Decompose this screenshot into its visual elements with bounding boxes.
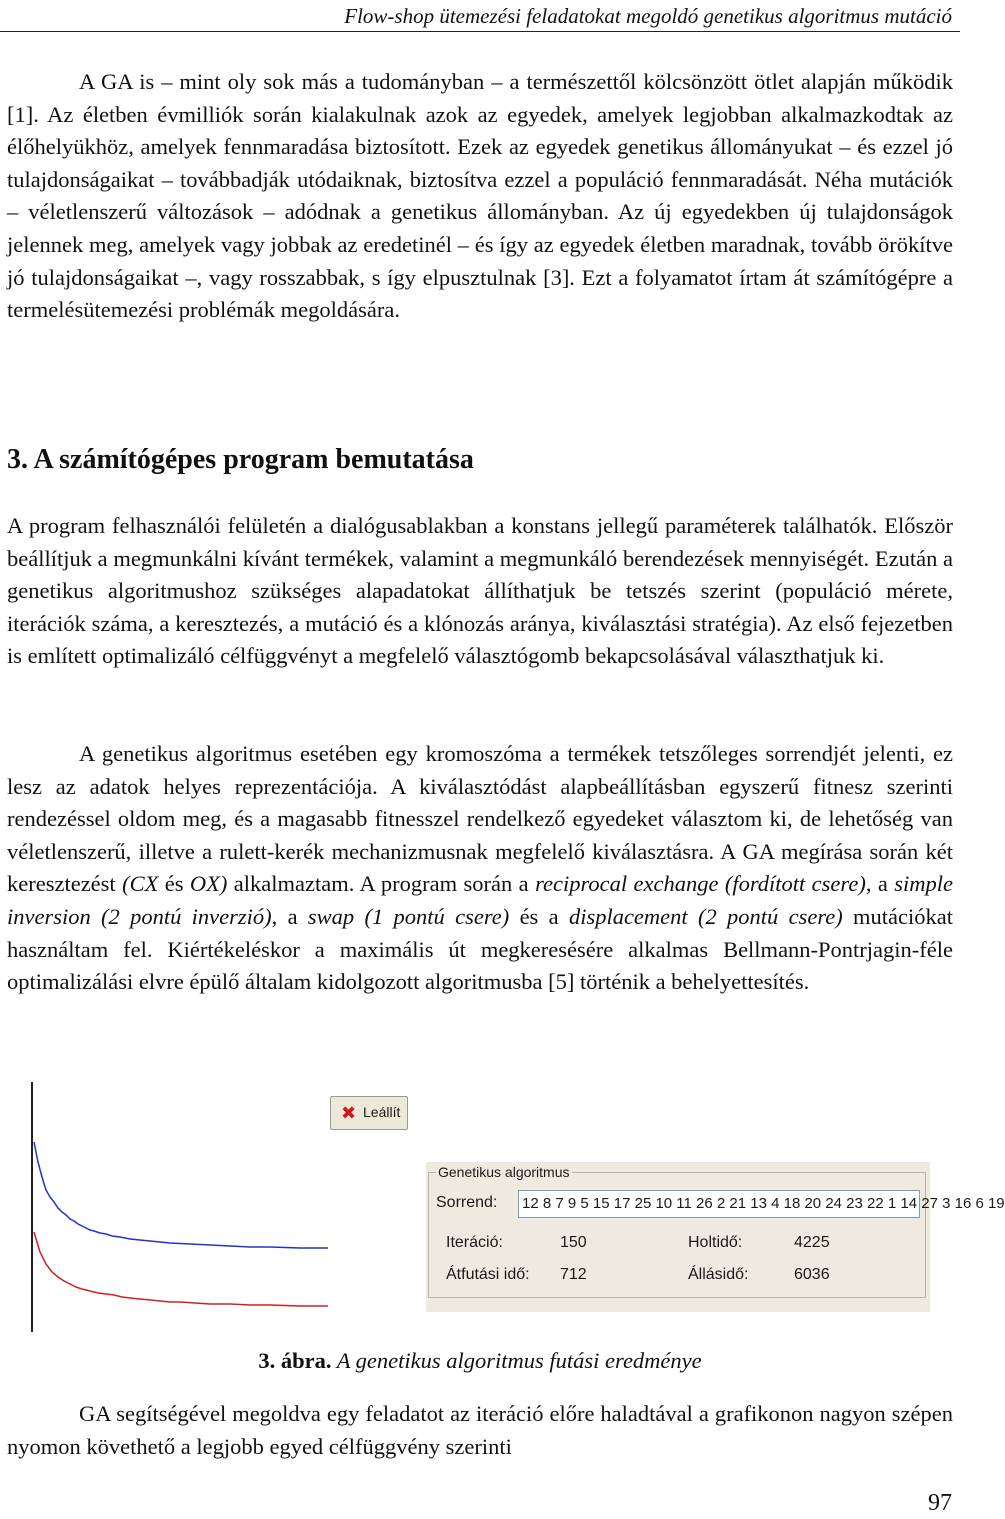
section-heading: 3. A számítógépes program bemutatása: [7, 444, 474, 475]
downtime-label: Állásidő:: [688, 1266, 749, 1283]
idle-time-value: 4225: [794, 1234, 830, 1251]
closing-paragraph: GA segítségével megoldva egy feladatot az iteráció előre haladtával a grafikonon nagyon szépen nyomon követhető a legjobb egyed célfüggvény szerinti: [7, 1401, 953, 1459]
figure-caption: [0, 1348, 960, 1374]
italic-run: displacement (2 pontú csere): [568, 903, 843, 929]
groupbox-title: Genetikus algoritmus: [438, 1164, 570, 1180]
figure-screenshot: [30, 1082, 1005, 1332]
downtime-value: 6036: [794, 1266, 830, 1283]
italic-run: simple inversion (2 pontú inverzió): [7, 871, 953, 929]
idle-time-label: Holtidő:: [688, 1234, 743, 1251]
text-run: és: [158, 871, 190, 897]
intro-paragraph: A GA is – mint oly sok más a tudományban – a természettől kölcsönzött ötlet alapján működik [1]. Az életben évmilliók során kialakulnak azok az egyedek, amelyek legjobban alkalmazkodtak az élőhelyükhöz, amelyek fennmaradása biztosított. Ezek az egyedek genetikus állományukat – és ezzel jó tulajdonságaikat – továbbadják utódaiknak, biztosítva ezzel a populáció fennmaradását. Néha mutációk – véletlenszerű változások – adódnak a genetikus állományban. Az új egyedekben új tulajdonságok jelennek meg, amelyek vagy jobbak az eredetinél – és így az egyedek életben maradnak, tovább örökítve jó tulajdonságaikat –, vagy rosszabbak, s így elpusztulnak [3]. Ezt a folyamatot írtam át számítógépre a termelésütemezési problémák megoldására.: [7, 69, 953, 323]
blue-fitness-curve: [34, 1142, 328, 1248]
italic-run: reciprocal exchange (fordított csere): [535, 871, 866, 897]
stop-button-label: Leállít: [363, 1104, 401, 1120]
italic-run: OX): [189, 871, 228, 897]
close-icon: ✖: [341, 1103, 357, 1123]
iteration-value: 150: [560, 1234, 587, 1251]
text-run: alkalmaztam. A program során a: [227, 871, 536, 897]
caption-label: 3. ábra.: [258, 1348, 332, 1373]
algorithm-paragraph: [7, 738, 953, 999]
caption-text: A genetikus algoritmus futási eredménye: [331, 1348, 702, 1373]
running-title: Flow-shop ütemezési feladatokat megoldó genetikus algoritmus mutáció: [344, 4, 952, 28]
header-rule: [0, 31, 960, 32]
text-run: és a: [509, 903, 569, 929]
italic-run: (CX: [122, 871, 159, 897]
throughput-time-label: Átfutási idő:: [446, 1266, 530, 1283]
program-description-paragraph: A program felhasználói felületén a dialógusablakban a konstans jellegű paraméterek találhatók. Először beállítjuk a megmunkálni kívánt termékek, valamint a megmunkáló berendezések mennyiségét. Ezután a genetikus algoritmushoz szükséges alapadatokat állíthatjuk be tetszés szerint (populáció mérete, iterációk száma, a keresztezés, a mutáció és a klónozás aránya, kiválasztási stratégia). Az első fejezetben is említett optimalizáló célfüggvényt a megfelelő választógomb bekapcsolásával választhatjuk ki.: [7, 513, 953, 669]
page-number: 97: [928, 1490, 952, 1516]
genetic-algorithm-groupbox: [426, 1162, 1005, 1312]
stop-button[interactable]: [330, 1096, 408, 1130]
fitness-graph: [30, 1082, 330, 1332]
sequence-label: Sorrend:: [436, 1194, 498, 1211]
italic-run: swap (1 pontú csere): [307, 903, 510, 929]
text-run: , a: [865, 871, 895, 897]
throughput-time-value: 712: [560, 1266, 587, 1283]
text-run: , a: [271, 903, 308, 929]
text-run: mutációkat használtam fel. Kiértékeléskor a maximális út megkeresésére alkalmas Bellmann-Pontrjagin-féle optimalizálási elvre épülő általam kidolgozott algoritmusba [5] történik a behelyettesítés.: [7, 903, 954, 995]
iteration-label: Iteráció:: [446, 1234, 503, 1251]
text-run: A genetikus algoritmus esetében egy kromoszóma a termékek tetszőleges sorrendjét jelenti, ez lesz az adatok helyes reprezentációja. A kiválasztódást alapbeállításban egyszerű fitnesz szerinti rendezéssel oldom meg, és a magasabb fitnesszel rendelkező egyedeket választom ki, de lehetőség van véletlenszerű, illetve a rulett-kerék mechanizmusnak megfelelő kiválasztásra. A GA megírása során két keresztezést: [7, 741, 953, 897]
sequence-field[interactable]: 12 8 7 9 5 15 17 25 10 11 26 2 21 13 4 18 20 24 23 22 1 14 27 3 16 6 19: [518, 1190, 920, 1218]
running-header: [0, 0, 960, 34]
